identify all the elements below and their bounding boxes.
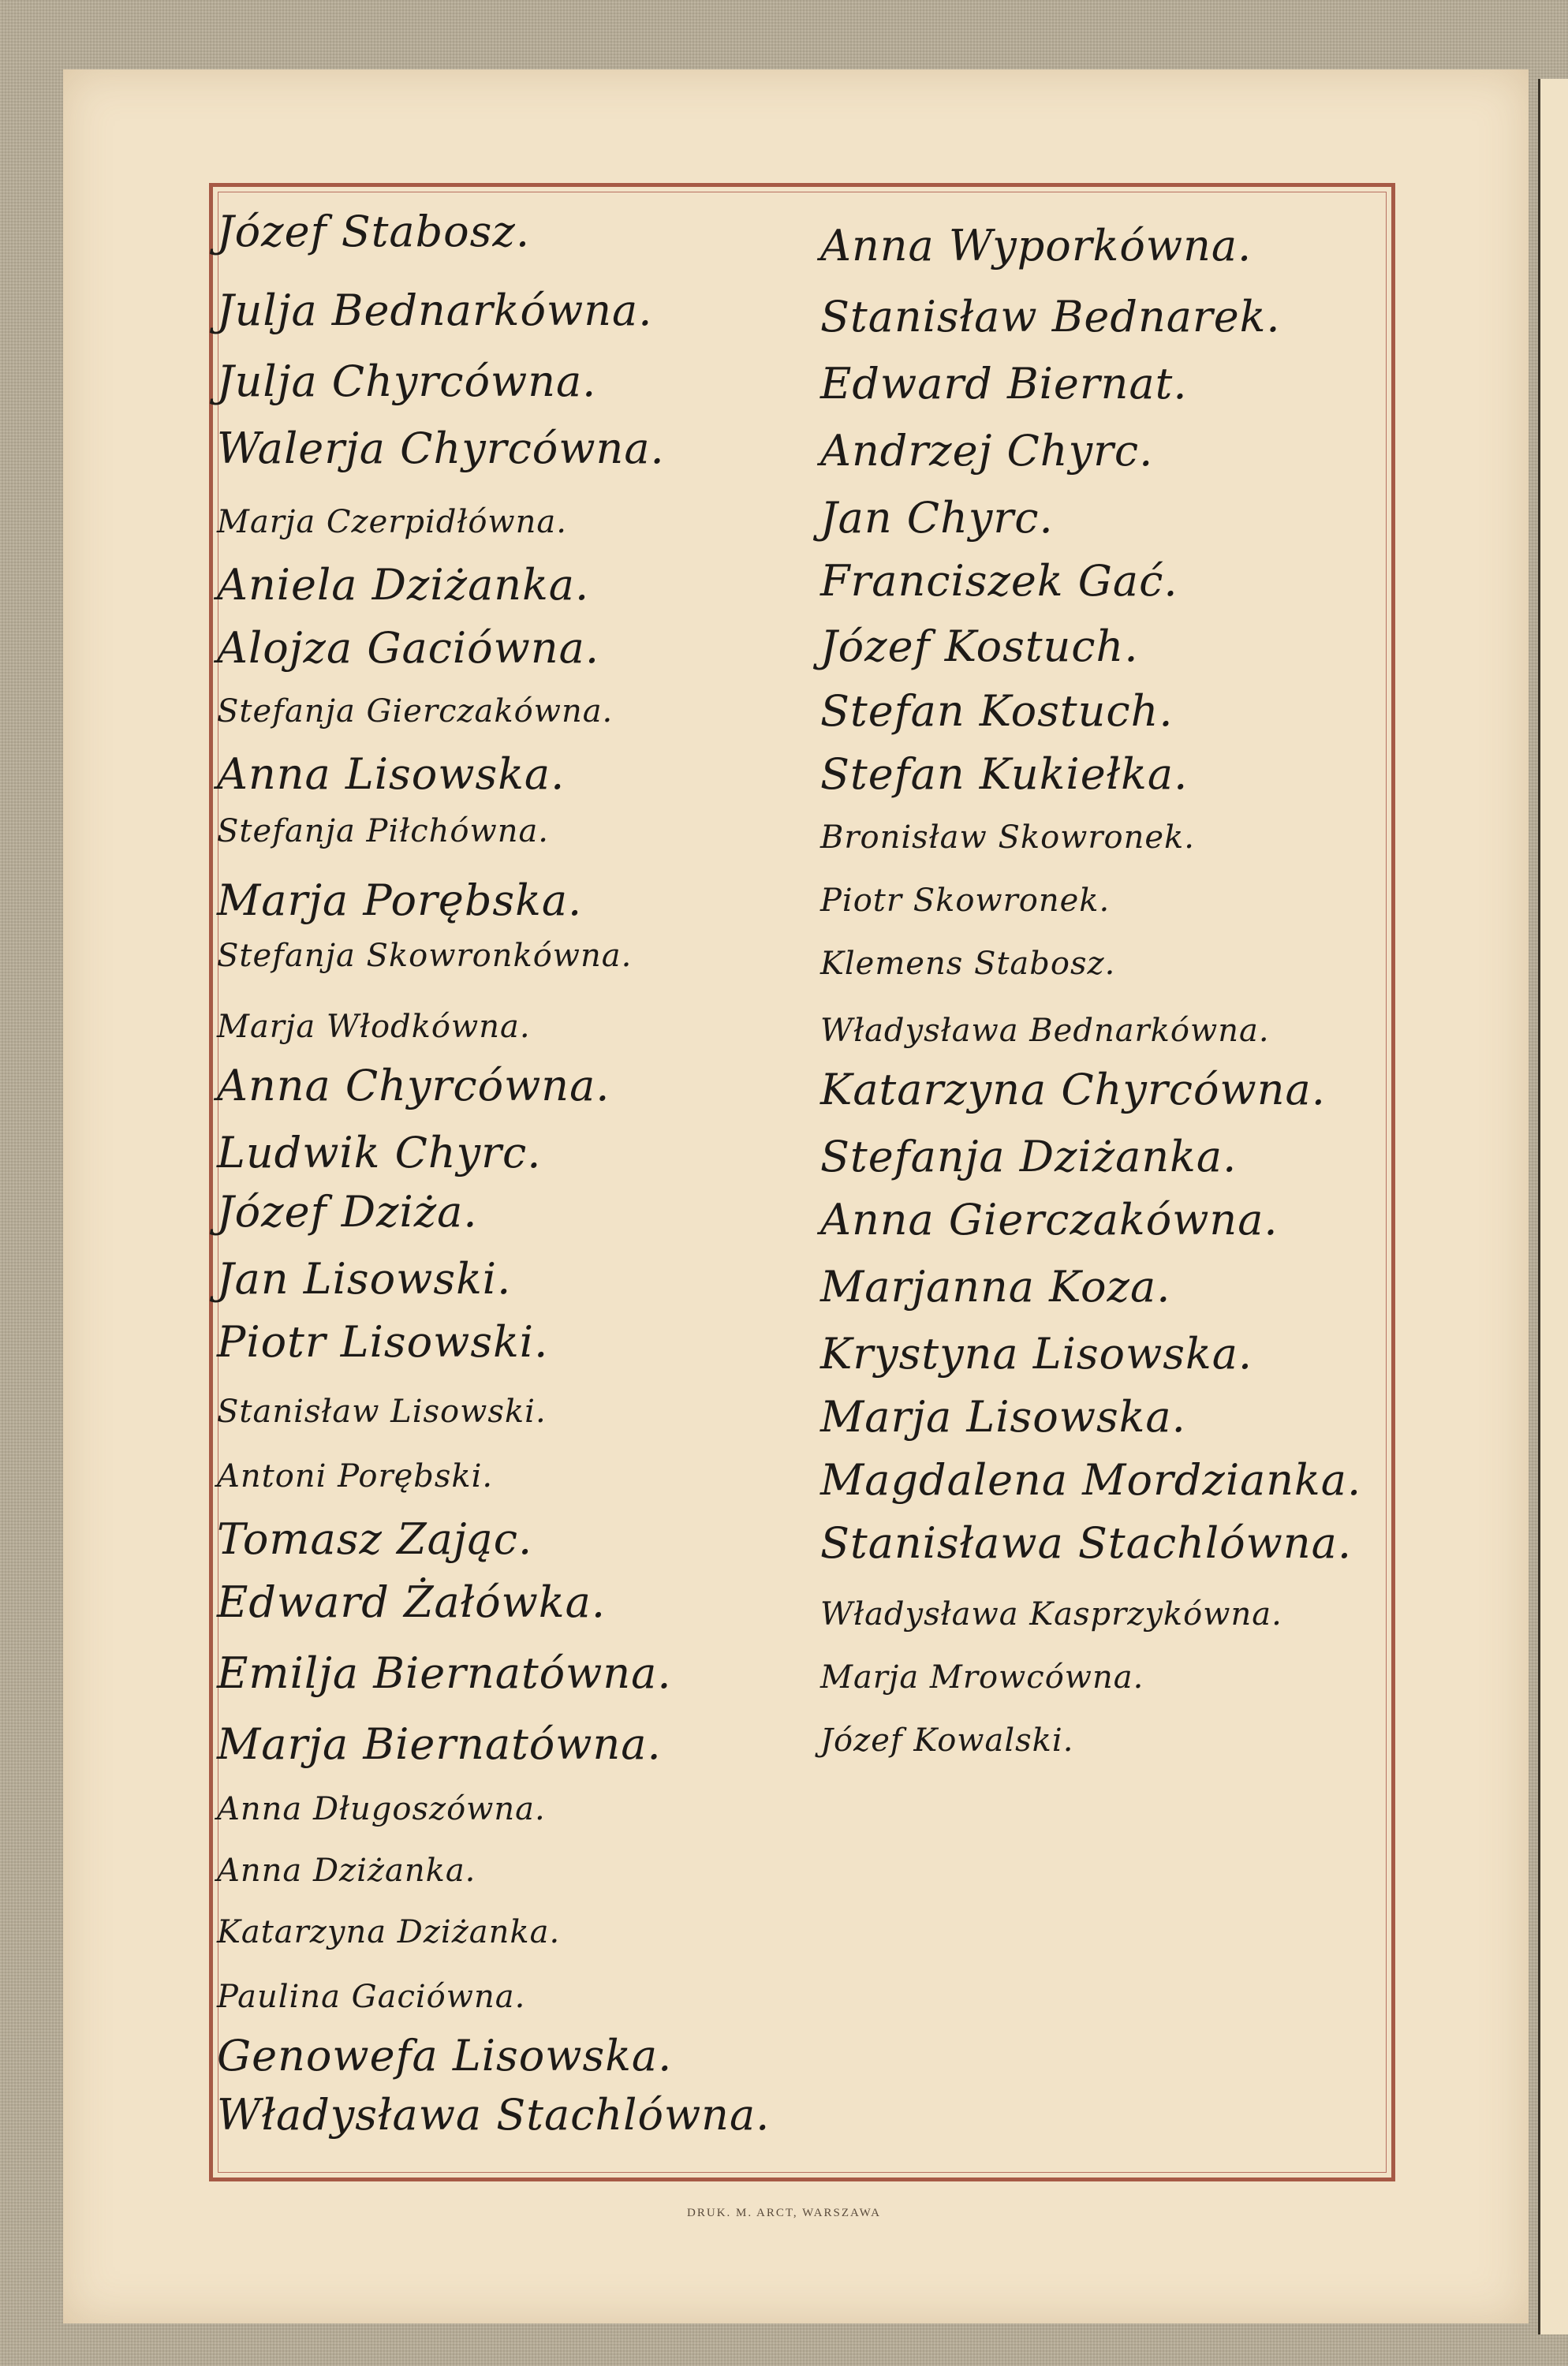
signature: Andrzej Chyrc. xyxy=(820,426,1154,476)
signature: Marja Lisowska. xyxy=(820,1392,1186,1442)
signature: Franciszek Gać. xyxy=(820,556,1178,606)
signature: Józef Stabosz. xyxy=(217,207,531,256)
signature: Jan Lisowski. xyxy=(217,1254,512,1304)
signature: Stefanja Skowronkówna. xyxy=(217,938,633,974)
signature: Klemens Stabosz. xyxy=(820,946,1116,982)
signature: Anna Dziżanka. xyxy=(217,1853,476,1889)
signature: Krystyna Lisowska. xyxy=(820,1329,1253,1379)
signature: Emilja Biernatówna. xyxy=(217,1648,672,1698)
signature: Ludwik Chyrc. xyxy=(217,1128,542,1177)
signature: Antoni Porębski. xyxy=(217,1458,494,1495)
signature: Marja Włodkówna. xyxy=(217,1009,531,1045)
signature: Anna Wyporkówna. xyxy=(820,221,1253,271)
signature: Piotr Skowronek. xyxy=(820,883,1111,919)
signature: Józef Dziża. xyxy=(217,1187,478,1237)
signature: Stefan Kukiełka. xyxy=(820,749,1189,799)
signature: Katarzyna Chyrcówna. xyxy=(820,1065,1326,1114)
signature: Anna Lisowska. xyxy=(217,749,566,799)
signature: Marja Czerpidłówna. xyxy=(217,504,567,540)
signature: Władysława Kasprzykówna. xyxy=(820,1596,1282,1633)
signature: Tomasz Zając. xyxy=(217,1514,533,1564)
signature: Józef Kostuch. xyxy=(820,621,1139,671)
signature: Magdalena Mordzianka. xyxy=(820,1455,1362,1505)
signature: Edward Żałówka. xyxy=(217,1577,606,1627)
signature: Genowefa Lisowska. xyxy=(217,2031,673,2081)
signature: Aniela Dziżanka. xyxy=(217,560,590,610)
signature: Katarzyna Dziżanka. xyxy=(217,1914,561,1950)
printer-imprint: DRUK. M. ARCT, WARSZAWA xyxy=(687,2207,881,2219)
adjacent-page-edge xyxy=(1538,79,1568,2334)
signature: Stanisława Stachlówna. xyxy=(820,1518,1352,1568)
signature: Paulina Gaciówna. xyxy=(217,1979,526,2015)
signature: Stanisław Bednarek. xyxy=(820,292,1281,341)
signature: Anna Chyrcówna. xyxy=(217,1061,610,1110)
signature: Walerja Chyrcówna. xyxy=(217,424,665,473)
signature: Anna Gierczakówna. xyxy=(820,1195,1279,1245)
signature: Bronisław Skowronek. xyxy=(820,819,1195,856)
signature: Jan Chyrc. xyxy=(820,493,1054,543)
signature: Stefanja Dziżanka. xyxy=(820,1132,1238,1181)
signature: Julja Bednarkówna. xyxy=(217,285,653,335)
signature: Stefan Kostuch. xyxy=(820,686,1174,736)
signature: Marjanna Koza. xyxy=(820,1262,1171,1312)
signature: Józef Kowalski. xyxy=(820,1722,1074,1759)
signature: Anna Długoszówna. xyxy=(217,1791,546,1827)
signature: Alojza Gaciówna. xyxy=(217,623,600,673)
signature: Stanisław Lisowski. xyxy=(217,1394,547,1430)
signature: Stefanja Piłchówna. xyxy=(217,813,550,849)
signature: Marja Biernatówna. xyxy=(217,1719,662,1769)
signature: Marja Porębska. xyxy=(217,875,583,925)
signature: Piotr Lisowski. xyxy=(217,1317,549,1367)
signature: Władysława Stachlówna. xyxy=(217,2090,771,2140)
signature: Julja Chyrcówna. xyxy=(217,356,597,406)
signature: Stefanja Gierczakówna. xyxy=(217,693,614,730)
signature: Marja Mrowcówna. xyxy=(820,1659,1144,1696)
signature: Władysława Bednarkówna. xyxy=(820,1013,1270,1049)
signature: Edward Biernat. xyxy=(820,359,1188,409)
